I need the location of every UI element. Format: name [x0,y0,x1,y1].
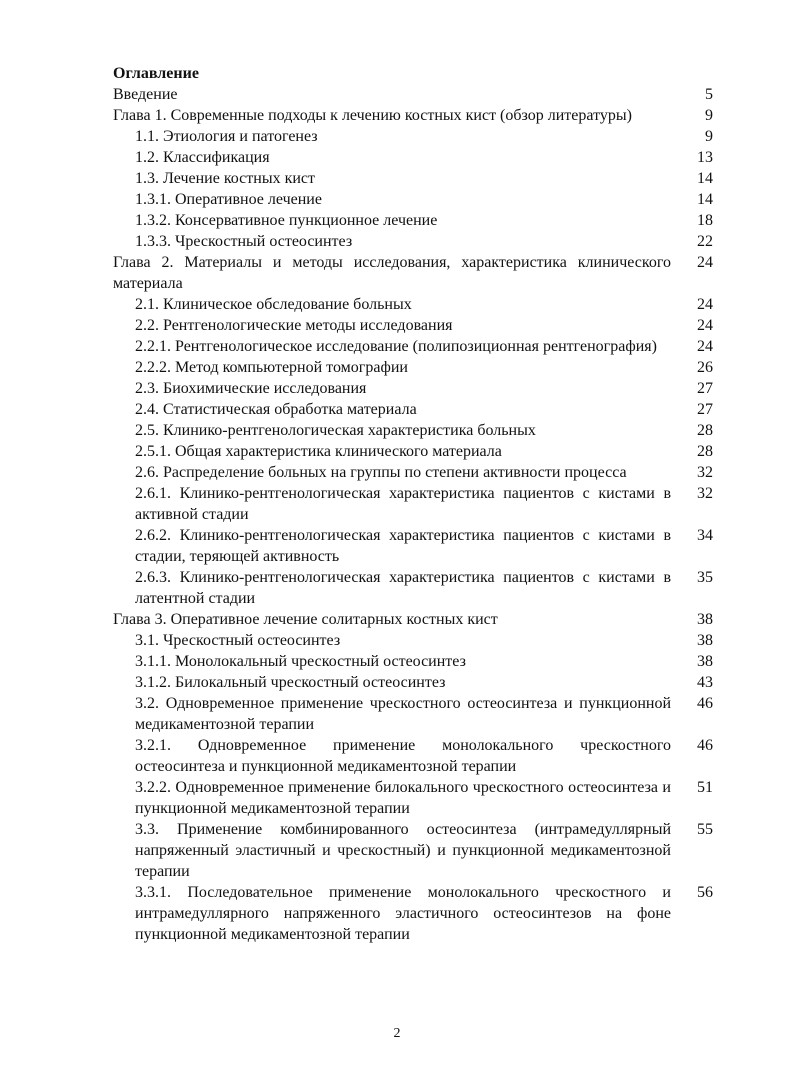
toc-entry [113,252,713,294]
table-of-contents [113,64,713,945]
toc-entry-title: 2.2. Рентгенологические методы исследования [135,317,453,334]
toc-entry-page: 24 [697,296,713,313]
toc-entry-page: 27 [697,380,713,397]
toc-entry-page: 46 [697,695,713,712]
toc-entry-page: 32 [697,485,713,502]
toc-entry-page: 28 [697,422,713,439]
toc-entry [113,735,713,777]
toc-entry-title: Введение [113,86,178,103]
toc-entry-title: 1.3.2. Консервативное пункционное лечение [135,212,438,229]
toc-entry-title: 3.1. Чрескостный остеосинтез [135,632,341,649]
toc-entry [113,609,713,630]
toc-entry [113,126,713,147]
toc-entry [113,882,713,945]
toc-entry-page: 46 [697,737,713,754]
toc-entry [113,168,713,189]
toc-entries [113,84,713,945]
toc-entry [113,651,713,672]
toc-entry-page: 51 [697,779,713,796]
toc-entry-title: 1.3.1. Оперативное лечение [135,191,322,208]
toc-entry [113,672,713,693]
toc-entry-title: 2.1. Клиническое обследование больных [135,296,412,313]
toc-entry-page: 32 [697,464,713,481]
toc-entry [113,105,713,126]
toc-entry-title: 3.3. Применение комбинированного остеосинтеза (интрамедуллярный напряженный эластичный и чрескостный) и пункционной медикаментозной терапии [135,821,671,880]
toc-entry-page: 22 [697,233,713,250]
toc-entry [113,777,713,819]
toc-title: Оглавление [113,65,199,82]
toc-entry-page: 34 [697,527,713,544]
toc-entry [113,231,713,252]
toc-entry-page: 13 [697,149,713,166]
toc-entry-title: 2.4. Статистическая обработка материала [135,401,417,418]
toc-entry-title: 2.5.1. Общая характеристика клинического материала [135,443,502,460]
toc-entry [113,420,713,441]
toc-entry-page: 24 [697,317,713,334]
toc-entry-page: 26 [697,359,713,376]
toc-entry [113,357,713,378]
toc-entry [113,693,713,735]
toc-entry [113,462,713,483]
toc-entry-page: 43 [697,674,713,691]
toc-entry [113,441,713,462]
toc-entry [113,294,713,315]
toc-entry-page: 38 [697,653,713,670]
toc-entry-title: Глава 2. Материалы и методы исследования, характеристика клинического материала [113,254,671,292]
toc-entry-page: 35 [697,569,713,586]
toc-entry-page: 38 [697,611,713,628]
toc-entry [113,210,713,231]
toc-entry-title: 2.2.2. Метод компьютерной томографии [135,359,408,376]
toc-entry-page: 56 [697,884,713,901]
page-number: 2 [393,1026,401,1041]
toc-entry-page: 9 [705,128,713,145]
toc-entry [113,84,713,105]
toc-entry [113,378,713,399]
toc-entry-title: 2.6.2. Клинико-рентгенологическая характеристика пациентов с кистами в стадии, теряющей активность [135,527,671,565]
toc-entry-title: 1.3. Лечение костных кист [135,170,316,187]
toc-entry-title: 1.2. Классификация [135,149,270,166]
toc-entry-title: 3.1.1. Монолокальный чрескостный остеосинтез [135,653,466,670]
toc-entry-page: 5 [705,86,713,103]
toc-entry-title: 3.1.2. Билокальный чрескостный остеосинтез [135,674,446,691]
toc-entry-title: 2.5. Клинико-рентгенологическая характеристика больных [135,422,536,439]
toc-entry-page: 14 [697,170,713,187]
toc-entry [113,630,713,651]
toc-entry-title: 2.3. Биохимические исследования [135,380,367,397]
toc-entry-page: 24 [697,338,713,355]
toc-entry [113,189,713,210]
toc-entry-title: 3.2.2. Одновременное применение билокального чрескостного остеосинтеза и пункционной медикаментозной терапии [135,779,671,817]
toc-entry-title: 2.2.1. Рентгенологическое исследование (полипозиционная рентгенография) [135,338,657,355]
toc-entry-title: 1.3.3. Чрескостный остеосинтез [135,233,353,250]
toc-entry-page: 14 [697,191,713,208]
toc-entry-title: 3.2.1. Одновременное применение монолокального чрескостного остеосинтеза и пункционной медикаментозной терапии [135,737,671,775]
toc-entry [113,315,713,336]
toc-entry-title: 2.6. Распределение больных на группы по степени активности процесса [135,464,627,481]
toc-entry-title: 2.6.1. Клинико-рентгенологическая характеристика пациентов с кистами в активной стадии [135,485,671,523]
toc-entry [113,147,713,168]
toc-entry [113,399,713,420]
toc-entry-page: 27 [697,401,713,418]
toc-entry-title: 3.3.1. Последовательное применение монолокального чрескостного и интрамедуллярного напряженного эластичного остеосинтезов на фоне пункционной медикаментозной терапии [135,884,671,943]
toc-entry-page: 24 [697,254,713,271]
toc-entry-title: 2.6.3. Клинико-рентгенологическая характеристика пациентов с кистами в латентной стадии [135,569,671,607]
toc-entry [113,483,713,525]
toc-entry-page: 38 [697,632,713,649]
toc-entry-title: 3.2. Одновременное применение чрескостного остеосинтеза и пункционной медикаментозной терапии [135,695,671,733]
toc-entry-page: 28 [697,443,713,460]
toc-entry [113,819,713,882]
toc-entry [113,525,713,567]
toc-entry [113,567,713,609]
toc-entry-page: 55 [697,821,713,838]
toc-entry-title: Глава 3. Оперативное лечение солитарных костных кист [113,611,498,628]
toc-entry-page: 18 [697,212,713,229]
toc-entry-page: 9 [705,107,713,124]
toc-entry-title: 1.1. Этиология и патогенез [135,128,318,145]
toc-entry [113,336,713,357]
toc-entry-title: Глава 1. Современные подходы к лечению костных кист (обзор литературы) [113,107,632,124]
